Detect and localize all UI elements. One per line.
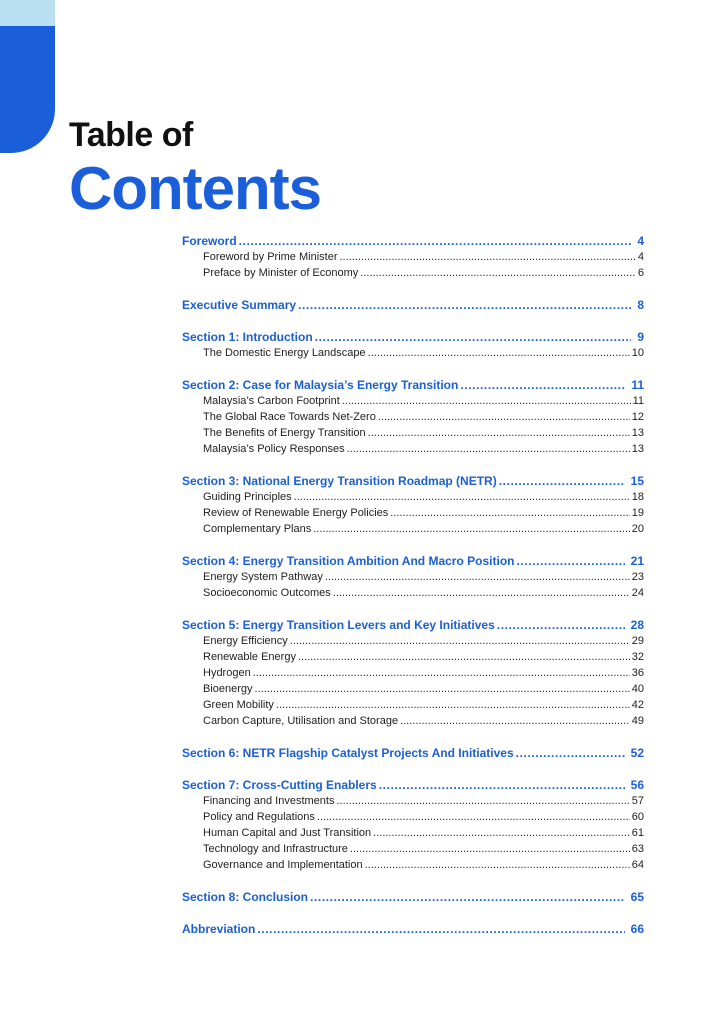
toc-sub-entry[interactable] bbox=[182, 345, 644, 361]
dot-leader bbox=[378, 409, 630, 425]
toc-sub-entry-title: Bioenergy bbox=[203, 683, 253, 695]
toc-sub-entry-page: 4 bbox=[637, 251, 644, 263]
toc-sub-entry-page: 11 bbox=[632, 395, 644, 407]
corner-tab-light bbox=[0, 0, 55, 26]
toc-section-entry[interactable] bbox=[182, 329, 644, 345]
dot-leader bbox=[315, 329, 632, 345]
toc-sub-entry-title: Governance and Implementation bbox=[203, 859, 363, 871]
toc-sub-entry[interactable] bbox=[182, 265, 644, 281]
toc-section-entry[interactable] bbox=[182, 889, 644, 905]
dot-leader bbox=[368, 425, 630, 441]
toc-sub-entry[interactable] bbox=[182, 393, 644, 409]
toc-sub-entry-page: 63 bbox=[631, 843, 644, 855]
toc-section bbox=[182, 233, 644, 281]
toc-sub-entry[interactable] bbox=[182, 681, 644, 697]
dot-leader bbox=[460, 377, 625, 393]
toc-sub-entry-title: The Domestic Energy Landscape bbox=[203, 347, 366, 359]
toc-sub-entry-title: Malaysia’s Policy Responses bbox=[203, 443, 345, 455]
toc-section-entry[interactable] bbox=[182, 617, 644, 633]
toc-sub-entry[interactable] bbox=[182, 697, 644, 713]
toc-section bbox=[182, 553, 644, 601]
toc-sub-entry-page: 10 bbox=[631, 347, 644, 359]
toc-section-entry-page: 15 bbox=[630, 474, 644, 488]
toc-section-entry-title: Section 2: Case for Malaysia’s Energy Transition bbox=[182, 378, 459, 392]
toc-sub-entry[interactable] bbox=[182, 665, 644, 681]
toc-sub-entry[interactable] bbox=[182, 585, 644, 601]
toc-section-entry-title: Section 3: National Energy Transition Roadmap (NETR) bbox=[182, 474, 497, 488]
toc-sub-entry-page: 23 bbox=[631, 571, 644, 583]
toc-sub-entry[interactable] bbox=[182, 441, 644, 457]
dot-leader bbox=[336, 793, 629, 809]
dot-leader bbox=[342, 393, 631, 409]
corner-tab-blue bbox=[0, 26, 55, 153]
dot-leader bbox=[298, 297, 631, 313]
toc-sub-entry-title: Complementary Plans bbox=[203, 523, 312, 535]
toc-section bbox=[182, 745, 644, 761]
toc-sub-entry-page: 49 bbox=[631, 715, 644, 727]
toc-sub-entry-title: Guiding Principles bbox=[203, 491, 292, 503]
dot-leader bbox=[360, 265, 636, 281]
toc-sub-entry-page: 57 bbox=[631, 795, 644, 807]
toc-sub-entry-page: 6 bbox=[637, 267, 644, 279]
toc-sub-entry-title: Hydrogen bbox=[203, 667, 251, 679]
toc-sub-entry[interactable] bbox=[182, 857, 644, 873]
toc-sub-entry-title: Review of Renewable Energy Policies bbox=[203, 507, 389, 519]
dot-leader bbox=[350, 841, 630, 857]
toc-sub-entry-title: Energy System Pathway bbox=[203, 571, 323, 583]
toc-section-entry-page: 28 bbox=[630, 618, 644, 632]
dot-leader bbox=[516, 553, 624, 569]
toc-section-entry-page: 9 bbox=[637, 330, 644, 344]
toc-sub-entry-page: 20 bbox=[631, 523, 644, 535]
dot-leader bbox=[499, 473, 625, 489]
toc-sub-entry[interactable] bbox=[182, 409, 644, 425]
toc-sub-entry-page: 60 bbox=[631, 811, 644, 823]
toc-sub-entry-page: 13 bbox=[631, 443, 644, 455]
dot-leader bbox=[516, 745, 625, 761]
toc-section-entry-page: 66 bbox=[630, 922, 644, 936]
toc-section-entry-page: 52 bbox=[630, 746, 644, 760]
toc-sub-entry[interactable] bbox=[182, 425, 644, 441]
dot-leader bbox=[257, 921, 624, 937]
dot-leader bbox=[298, 649, 630, 665]
toc-section-entry-title: Section 7: Cross-Cutting Enablers bbox=[182, 778, 377, 792]
toc-sub-entry-page: 24 bbox=[631, 587, 644, 599]
dot-leader bbox=[290, 633, 630, 649]
dot-leader bbox=[253, 665, 630, 681]
toc-sub-entry-title: Green Mobility bbox=[203, 699, 274, 711]
dot-leader bbox=[400, 713, 630, 729]
toc-sub-entry[interactable] bbox=[182, 825, 644, 841]
toc-section-entry[interactable] bbox=[182, 297, 644, 313]
toc-sub-entry-title: Socioeconomic Outcomes bbox=[203, 587, 331, 599]
dot-leader bbox=[310, 889, 625, 905]
toc-section-entry[interactable] bbox=[182, 745, 644, 761]
toc-sub-entry[interactable] bbox=[182, 809, 644, 825]
dot-leader bbox=[333, 585, 630, 601]
dot-leader bbox=[373, 825, 630, 841]
toc-sub-entry[interactable] bbox=[182, 489, 644, 505]
toc-section-entry-title: Executive Summary bbox=[182, 298, 297, 312]
toc-sub-entry-page: 36 bbox=[631, 667, 644, 679]
dot-leader bbox=[325, 569, 630, 585]
toc-sub-entry[interactable] bbox=[182, 793, 644, 809]
toc-sub-entry-page: 19 bbox=[631, 507, 644, 519]
toc-sub-entry-title: Human Capital and Just Transition bbox=[203, 827, 372, 839]
dot-leader bbox=[497, 617, 625, 633]
toc-sub-entry-page: 61 bbox=[631, 827, 644, 839]
toc-section-entry-title: Foreword bbox=[182, 234, 237, 248]
toc-sub-entry[interactable] bbox=[182, 569, 644, 585]
toc-section bbox=[182, 329, 644, 361]
toc-section-entry-title: Section 5: Energy Transition Levers and Key Initiatives bbox=[182, 618, 495, 632]
toc-section-entry[interactable] bbox=[182, 233, 644, 249]
toc-sub-entry[interactable] bbox=[182, 841, 644, 857]
toc-section-entry-page: 56 bbox=[630, 778, 644, 792]
toc-section-entry[interactable] bbox=[182, 777, 644, 793]
toc-section-entry-page: 21 bbox=[630, 554, 644, 568]
toc-sub-entry-page: 42 bbox=[631, 699, 644, 711]
toc-sub-entry-title: Financing and Investments bbox=[203, 795, 335, 807]
toc-sub-entry-page: 12 bbox=[631, 411, 644, 423]
dot-leader bbox=[339, 249, 635, 265]
toc-section-entry-title: Section 4: Energy Transition Ambition And Macro Position bbox=[182, 554, 515, 568]
toc-sub-entry-page: 64 bbox=[631, 859, 644, 871]
dot-leader bbox=[313, 521, 630, 537]
toc-sub-entry[interactable] bbox=[182, 249, 644, 265]
toc-sub-entry-page: 13 bbox=[631, 427, 644, 439]
toc-sub-entry-title: Preface by Minister of Economy bbox=[203, 267, 359, 279]
toc-section-entry-page: 4 bbox=[637, 234, 644, 248]
toc-section-entry-title: Section 1: Introduction bbox=[182, 330, 313, 344]
toc-section-entry[interactable] bbox=[182, 553, 644, 569]
dot-leader bbox=[365, 857, 630, 873]
toc-section-entry-title: Abbreviation bbox=[182, 922, 256, 936]
table-of-contents bbox=[182, 233, 644, 937]
toc-sub-entry[interactable] bbox=[182, 713, 644, 729]
page-title-line-2: Contents bbox=[69, 155, 321, 222]
toc-sub-entry-title: Carbon Capture, Utilisation and Storage bbox=[203, 715, 399, 727]
toc-sub-entry-page: 29 bbox=[631, 635, 644, 647]
toc-sub-entry[interactable] bbox=[182, 521, 644, 537]
toc-sub-entry-title: Renewable Energy bbox=[203, 651, 296, 663]
toc-section-entry-title: Section 6: NETR Flagship Catalyst Projects And Initiatives bbox=[182, 746, 514, 760]
toc-section bbox=[182, 921, 644, 937]
toc-section-entry[interactable] bbox=[182, 377, 644, 393]
dot-leader bbox=[379, 777, 625, 793]
toc-section-entry-page: 65 bbox=[630, 890, 644, 904]
toc-section-entry-title: Section 8: Conclusion bbox=[182, 890, 309, 904]
dot-leader bbox=[347, 441, 630, 457]
toc-section-entry-page: 11 bbox=[631, 378, 644, 392]
toc-sub-entry-title: The Global Race Towards Net-Zero bbox=[203, 411, 376, 423]
toc-section bbox=[182, 473, 644, 537]
toc-sub-entry-page: 18 bbox=[631, 491, 644, 503]
toc-sub-entry[interactable] bbox=[182, 633, 644, 649]
dot-leader bbox=[239, 233, 632, 249]
dot-leader bbox=[255, 681, 630, 697]
toc-section bbox=[182, 777, 644, 873]
page-title bbox=[69, 112, 321, 220]
toc-sub-entry-page: 40 bbox=[631, 683, 644, 695]
toc-sub-entry-title: Malaysia’s Carbon Footprint bbox=[203, 395, 340, 407]
toc-section bbox=[182, 889, 644, 905]
toc-section-entry[interactable] bbox=[182, 473, 644, 489]
toc-section bbox=[182, 377, 644, 457]
toc-sub-entry-title: Foreword by Prime Minister bbox=[203, 251, 338, 263]
dot-leader bbox=[276, 697, 630, 713]
toc-section-entry[interactable] bbox=[182, 921, 644, 937]
toc-section bbox=[182, 617, 644, 729]
dot-leader bbox=[368, 345, 630, 361]
toc-sub-entry-title: Energy Efficiency bbox=[203, 635, 288, 647]
toc-sub-entry-title: The Benefits of Energy Transition bbox=[203, 427, 366, 439]
page-title-line-1: Table of bbox=[69, 116, 193, 154]
dot-leader bbox=[317, 809, 630, 825]
toc-section bbox=[182, 297, 644, 313]
toc-sub-entry-page: 32 bbox=[631, 651, 644, 663]
toc-sub-entry[interactable] bbox=[182, 505, 644, 521]
dot-leader bbox=[294, 489, 630, 505]
toc-section-entry-page: 8 bbox=[637, 298, 644, 312]
toc-sub-entry-title: Technology and Infrastructure bbox=[203, 843, 348, 855]
toc-sub-entry[interactable] bbox=[182, 649, 644, 665]
toc-sub-entry-title: Policy and Regulations bbox=[203, 811, 315, 823]
dot-leader bbox=[390, 505, 629, 521]
